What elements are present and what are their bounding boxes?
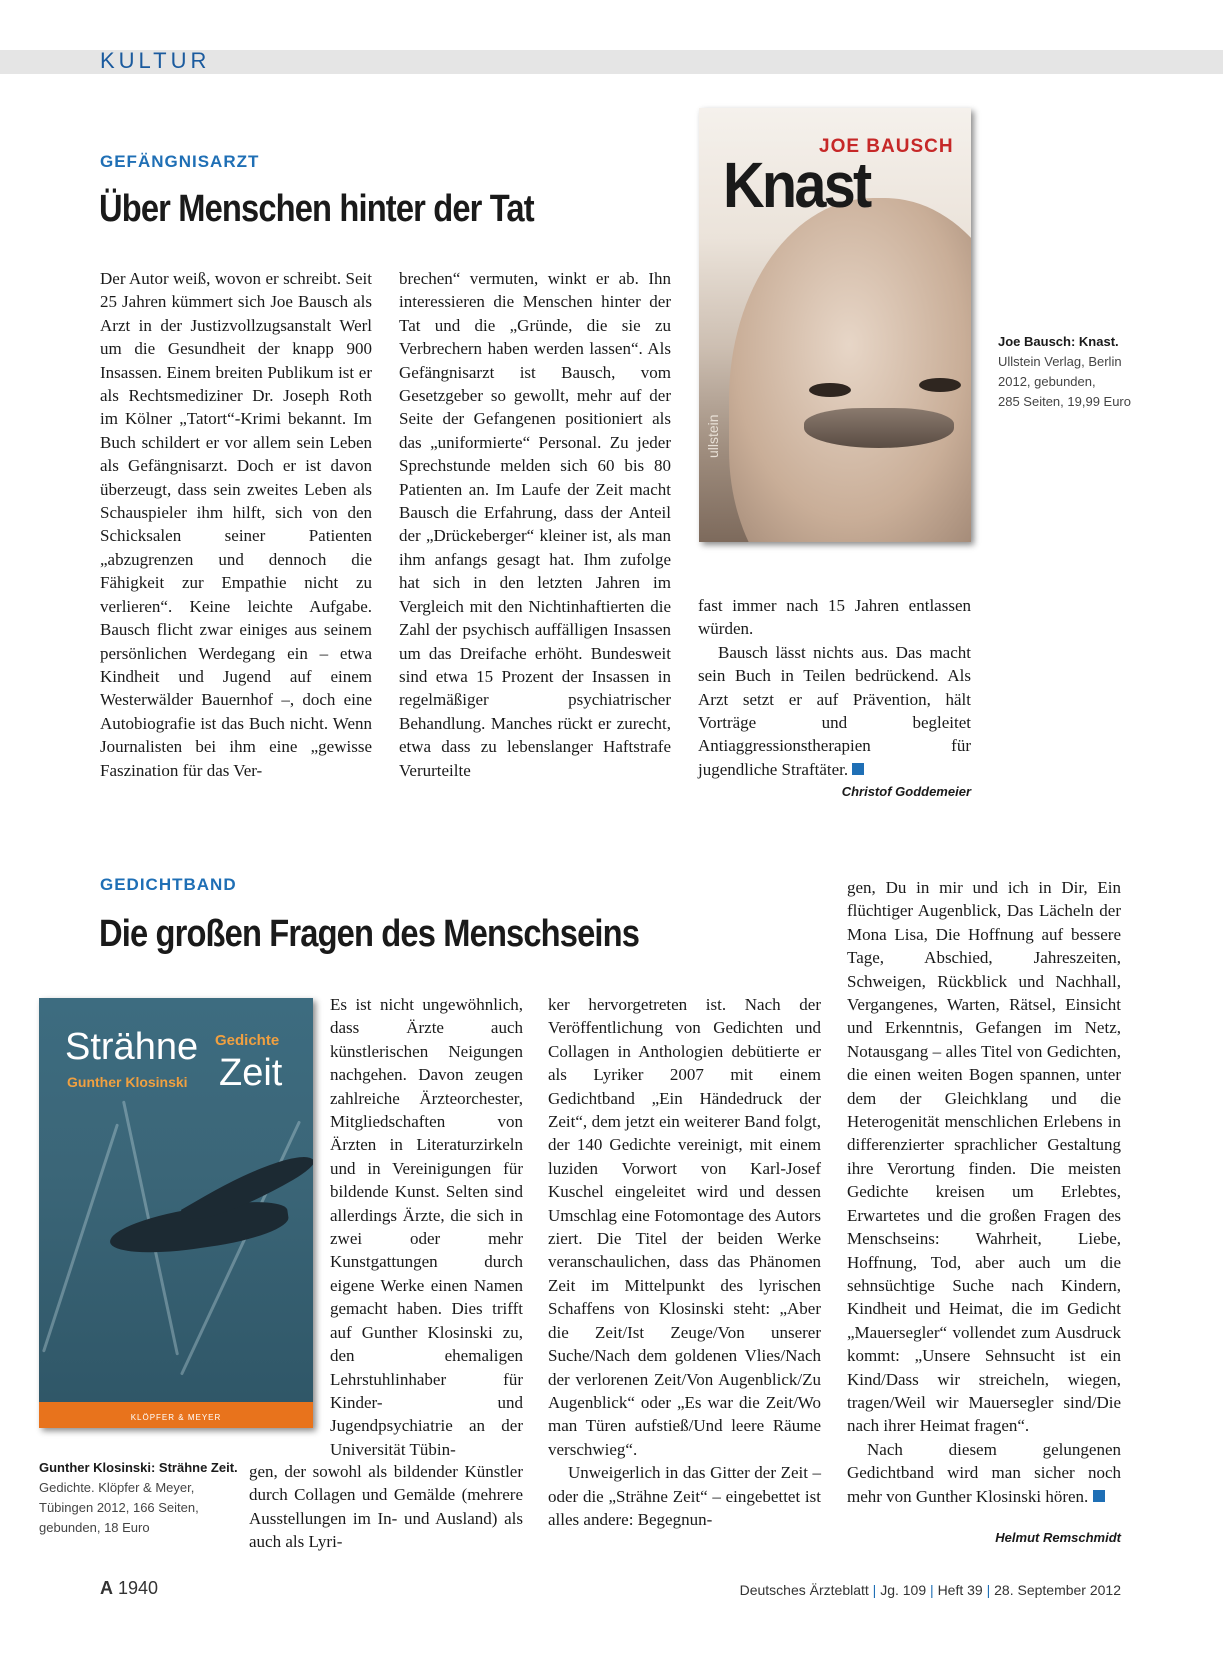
article1-col3-p1: fast immer nach 15 Jahren entlassen würden. [698,596,971,639]
article2-col3-p2-text: Nach diesem gelungenen Gedichtband wird man sicher noch mehr von Gunther Klosinski hören. [847,1439,1121,1506]
article1-col3-p2 [698,641,971,781]
article1-col2-text: brechen“ vermuten, winkt er ab. Ihn interessieren die Menschen hinter der Tat und die „Gründe, die sie zu Verbrechern haben werden lassen“. Als Gefängnisarzt ist Bausch, vom Gesetzgeber so gewollt, mehr auf der Seite der Gefangenen positioniert als das „uniformierte“ Personal. Zu jeder Sprechstunde melden sich 60 bis 80 Patienten an. Im Laufe der Zeit macht Bausch die Erfahrung, dass der Anteil der „Drückeberger“ kleiner ist, als man ihm anfangs gesagt hat. Ihm zufolge hat sich in den letzten Jahren im Vergleich mit den Nichtinhaftierten die Zahl der psychisch auffälligen Insassen um das Dreifache erhöht. Bundesweit sind etwa 15 Prozent der Insassen in regelmäßiger psychiatrischer Behandlung. Manches rückt er zurecht, etwa dass zu lebenslanger Haftstrafe Verurteilte [399,269,671,780]
article2-column-1-top [330,993,523,1461]
cover-portrait [729,198,971,542]
journal-name: Deutsches Ärzteblatt [739,1582,869,1598]
journal-info [740,1582,1121,1598]
article1-col1-text: Der Autor weiß, wovon er schreibt. Seit 25 Jahren kümmert sich Joe Bausch als Arzt in der Justizvollzugsanstalt Werl um die Gesundheit der knapp 900 Insassen. Einem breiten Publikum ist er als Rechtsmediziner Dr. Joseph Roth im Kölner „Tatort“-Krimi bekannt. Im Buch schildert er vor allem sein Leben als Gefängnisarzt. Doch er ist davon überzeugt, dass sein zweites Leben als Schauspieler ihm hilft, sich von den Schicksalen seiner Patienten „abzugrenzen und dennoch die Fähigkeit zur Empathie nicht zu verlieren“. Keine leichte Aufgabe. Bausch flicht zwar einiges aus seinem persönlichen Werdegang ein – etwa Kindheit und Jugend auf einem Westerwälder Bauernhof –, doch eine Autobiografie ist das Buch nicht. Wenn Journalisten bei ihm eine „gewisse Faszination für das Ver- [100,269,372,780]
cover-title-2: Zeit [219,1052,283,1094]
article2-column-3 [847,876,1121,1508]
caption-title: Gunther Klosinski: Strähne Zeit. [39,1460,238,1475]
book-cover-knast [699,108,971,542]
separator: | [872,1582,877,1598]
portrait-moustache [804,408,954,448]
article1-kicker: GEFÄNGNISARZT [100,152,260,171]
end-mark-icon [852,763,864,775]
article2-col2-p2: Unweigerlich in das Gitter der Zeit – oder die „Strähne Zeit“ – eingebettet ist alles andere: Begegnun- [548,1463,821,1529]
journal-volume: Jg. 109 [880,1582,927,1598]
book-cover-straehne-zeit [39,998,313,1428]
article1-column-1 [100,267,372,782]
article1-author: Christof Goddemeier [841,784,971,799]
article2-col1-top-text: Es ist nicht ungewöhnlich, dass Ärzte auch künstlerischen Neigungen nachgehen. Davon zeugen zahlreiche Ärzteorchester, Mitgliedschaften von Ärzten in Literaturzirkeln und in Vereinigungen für bildende Kunst. Selten sind allerdings Ärzte, die sich in zwei oder mehr Kunstgattungen durch eigene Werke einen Namen gemacht haben. Dies trifft auf Gunther Klosinski zu, den ehemaligen Lehrstuhlinhaber für Kinder- und Jugendpsychiatrie an der Universität Tübin- [330,995,523,1459]
cover-title-1: Strähne [65,1026,199,1068]
portrait-eye [809,383,851,397]
page-number-value: 1940 [118,1578,159,1598]
article2-author: Helmut Remschmidt [995,1530,1121,1545]
separator: | [986,1582,991,1598]
article2-kicker: GEDICHTBAND [100,875,237,894]
portrait-eye [919,378,961,392]
separator: | [930,1582,934,1598]
cover-grass [42,1123,119,1352]
article1-caption [998,332,1198,412]
caption-line: Tübingen 2012, 166 Seiten, [39,1500,199,1515]
journal-date: 28. September 2012 [994,1582,1121,1598]
journal-issue: Heft 39 [937,1582,983,1598]
article2-col1-bottom-text: gen, der sowohl als bildender Künstler durch Collagen und Gemälde (mehrere Ausstellungen im In- und Ausland) als auch als Lyri- [249,1462,523,1552]
page-letter: A [100,1578,113,1598]
article2-col3-p1: gen, Du in mir und ich in Dir, Ein flüchtiger Augenblick, Das Lächeln der Mona Lisa, Die Hoffnung auf bessere Tage, Abschied, Jahreszeiten, Schweigen, Rückblick und Nachhall, Vergangenes, Warten, Rätsel, Einsicht und Erkenntnis, Gefangen im Netz, Notausgang – alles Titel von Gedichten, die einen weiten Bogen spannen, unter dem der Gleichklang und die Heterogenität menschlichen Erlebens in differenzierter sprachlicher Gestaltung ihre Verortung finden. Die meisten Gedichte kreisen um Erlebtes, Erwartetes und die großen Fragen des Menschseins: Wahrheit, Liebe, Hoffnung, Tod, aber auch um die sehnsüchtige Suche nach Kindern, Kindheit und Heimat, die im Gedicht „Mauersegler“ vollendet zum Ausdruck kommt: „Unsere Sehnsucht ist ein Kind/Dass wir streicheln, wiegen, tragen/Weil wir Mauersegler sind/Die nach ihrer Heimat fragen“. [847,878,1121,1436]
page-number [100,1578,158,1599]
article1-column-3 [698,594,971,781]
cover-subtitle: Gedichte [215,1032,280,1049]
cover-publisher: ullstein [705,414,721,458]
article2-column-2 [548,993,821,1531]
caption-line: Ullstein Verlag, Berlin [998,354,1122,369]
section-label: KULTUR [100,48,211,73]
caption-line: gebunden, 18 Euro [39,1520,150,1535]
cover-author: JOE BAUSCH [819,136,954,157]
article2-col2-p1: ker hervorgetreten ist. Nach der Veröffentlichung von Gedichten und Collagen in Anthologien debütierte er als Lyriker 2007 mit einem Gedichtband „Ein Händedruck der Zeit“, dem jetzt ein weiterer Band folgt, der 140 Gedichte vereinigt, mit einem luziden Vorwort von Karl-Josef Kuschel eingeleitet wird und dessen Umschlag eine Fotomontage des Autors ziert. Die Titel der beiden Werke veranschaulichen, dass das Phänomen Zeit im Mittelpunkt des lyrischen Schaffens von Klosinski steht: „Aber die Zeit/Ist Zeuge/Von unserer Suche/Nach dem goldenen Vlies/Nach der verlorenen Zeit/Von Augenblick/Zu Augenblick“ oder „Es war die Zeit/Wo man Türen aufstieß/Und leere Räume verschwieg“. [548,995,821,1459]
cover-title: Knast [723,149,870,221]
caption-line: Gedichte. Klöpfer & Meyer, [39,1480,195,1495]
article2-column-1-bottom [249,1460,523,1554]
cover-publisher: KLÖPFER & MEYER [130,1413,222,1422]
article2-col3-p2 [847,1438,1121,1508]
caption-line: 285 Seiten, 19,99 Euro [998,394,1131,409]
cover-author: Gunther Klosinski [67,1074,188,1090]
article1-column-2 [399,267,671,782]
caption-title: Joe Bausch: Knast. [998,334,1119,349]
caption-line: 2012, gebunden, [998,374,1096,389]
article2-headline: Die großen Fragen des Menschseins [99,913,640,955]
article1-headline: Über Menschen hinter der Tat [99,188,534,230]
article2-caption [39,1458,239,1538]
end-mark-icon [1093,1490,1105,1502]
article1-col3-p2-text: Bausch lässt nichts aus. Das macht sein Buch in Teilen bedrückend. Als Arzt setzt er auf Prävention, hält Vorträge und begleitet Antiaggressionstherapien für jugendliche Straftäter. [698,642,971,779]
